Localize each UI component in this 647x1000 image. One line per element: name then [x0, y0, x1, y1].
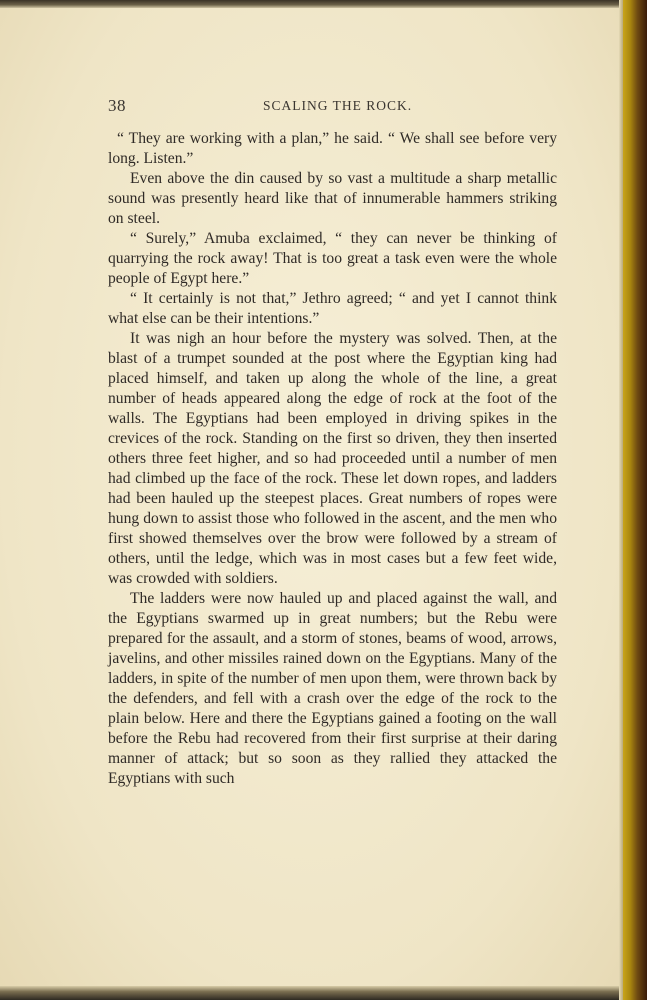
- book-spine: [623, 0, 647, 1000]
- page-number: 38: [108, 96, 126, 115]
- running-head: SCALING THE ROCK.: [263, 98, 413, 113]
- page-header: [108, 96, 556, 118]
- body-text: [108, 129, 557, 789]
- paragraph: “ They are working with a plan,” he said. “ We shall see before very long. Listen.”: [108, 130, 557, 167]
- paragraph: The ladders were now hauled up and placed against the wall, and the Egyptians swarmed up in great numbers; but the Rebu were prepared for the assault, and a storm of stones, beams of wood, arrows, javelins, and other missiles rained down on the Egyptians. Many of the ladders, in spite of the number of men upon them, were thrown back by the defenders, and fell with a crash over the edge of the rock to the plain below. Here and there the Egyptians gained a footing on the wall before the Rebu had recovered from their first surprise at their daring manner of attack; but so soon as they rallied they attacked the Egyptians with such: [108, 590, 557, 787]
- page-bottom-edge: [0, 986, 623, 1000]
- paragraph: Even above the din caused by so vast a multitude a sharp metallic sound was presently heard like that of innumerable hammers striking on steel.: [108, 170, 557, 227]
- paragraph: It was nigh an hour before the mystery was solved. Then, at the blast of a trumpet sounded at the post where the Egyptian king had placed himself, and taken up along the whole of the line, a great number of heads appeared along the edge of rock at the foot of the walls. The Egyptians had been employed in driving spikes in the crevices of the rock. Standing on the first so driven, they then inserted others three feet higher, and so had proceeded until a number of men had climbed up the face of the rock. These let down ropes, and ladders had been hauled up the steepest places. Great numbers of ropes were hung down to assist those who followed in the ascent, and the men who first showed themselves over the brow were followed by a stream of others, until the ledge, which was in most cases but a few feet wide, was crowded with soldiers.: [108, 330, 557, 587]
- paragraph: “ Surely,” Amuba exclaimed, “ they can never be thinking of quarrying the rock away! That is too great a task even were the whole people of Egypt here.”: [108, 230, 557, 287]
- page-top-edge: [0, 0, 623, 8]
- paragraph: “ It certainly is not that,” Jethro agreed; “ and yet I cannot think what else can be their intentions.”: [108, 290, 557, 327]
